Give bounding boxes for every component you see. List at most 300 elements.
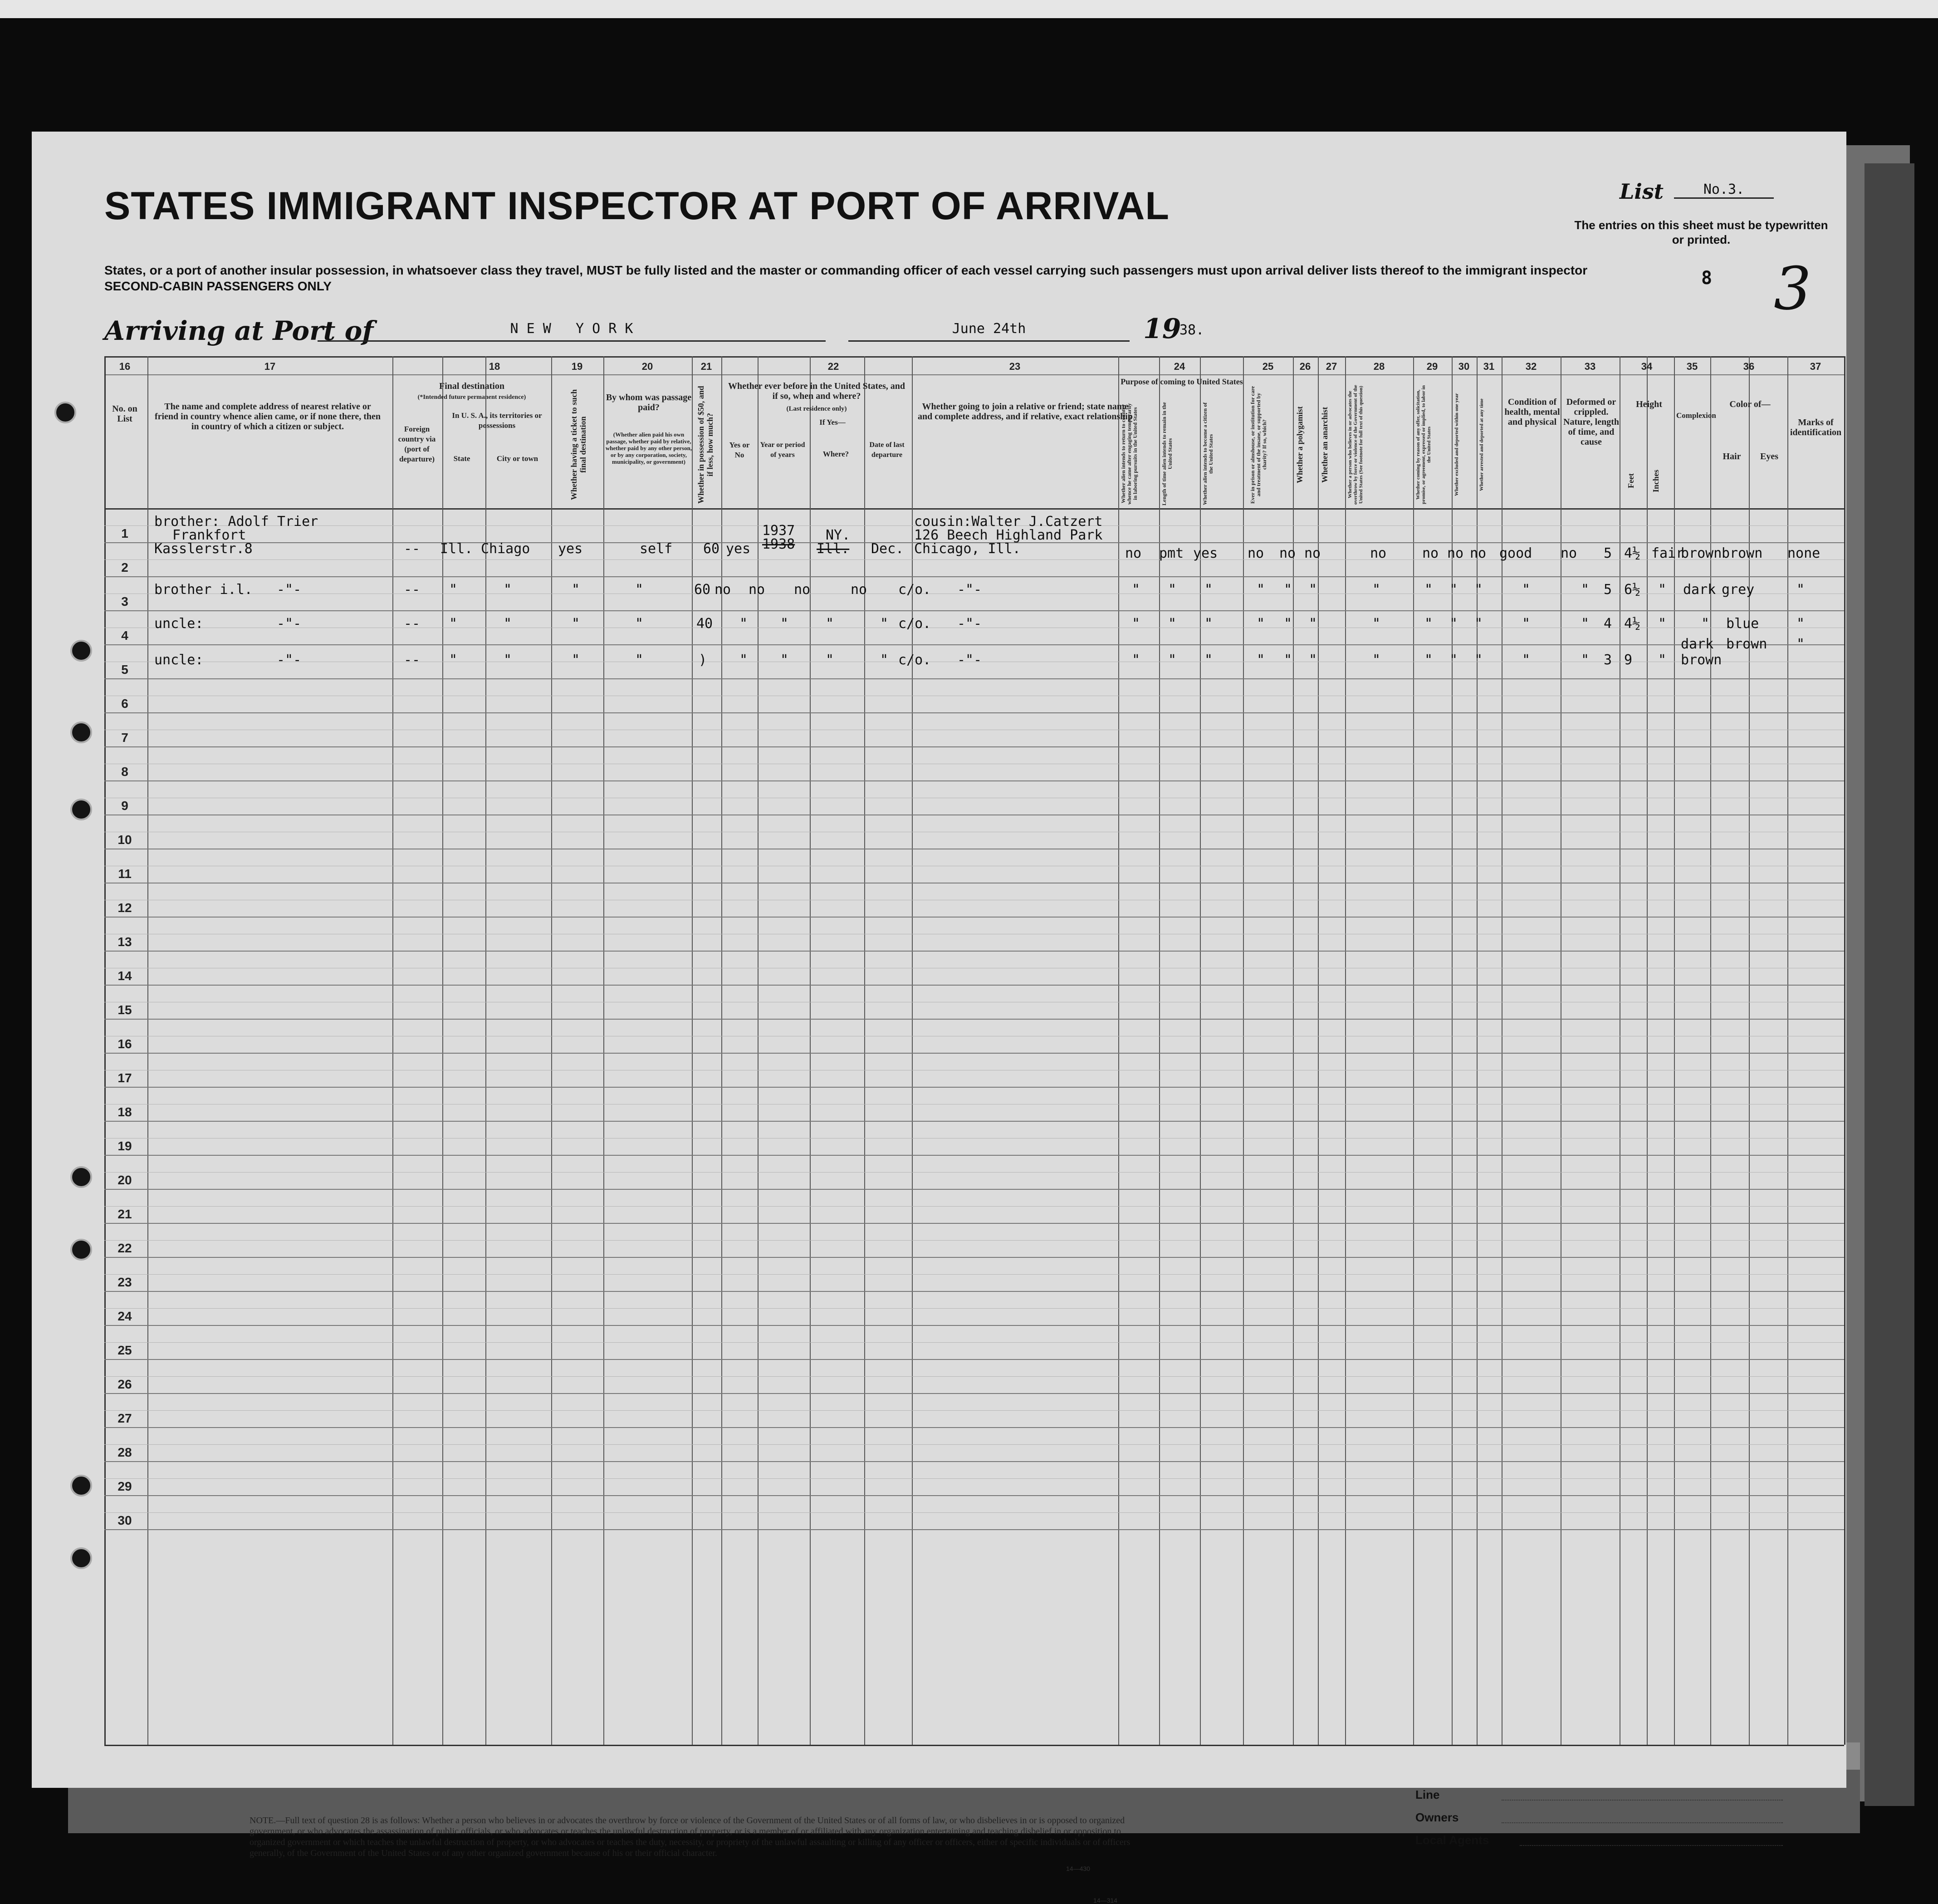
ditto-mark: " <box>1449 616 1458 632</box>
binding-hole <box>70 1475 92 1497</box>
row2-before: no <box>715 582 731 598</box>
column-line <box>1413 356 1414 1745</box>
binding-hole <box>70 721 92 743</box>
hdr-color-of: Color of— <box>1729 399 1771 409</box>
handwritten-number: 3 <box>1774 254 1811 323</box>
column-number: 37 <box>1810 361 1821 372</box>
row-number: 10 <box>117 833 132 847</box>
row3-joining-ditto: -"- <box>957 616 982 632</box>
column-line <box>551 356 552 1745</box>
column-number: 34 <box>1641 361 1653 372</box>
sheet-number: 8 <box>1701 268 1713 289</box>
row-line <box>104 1393 1844 1394</box>
row2-foreign: -- <box>404 582 421 598</box>
footnote-q28: NOTE.—Full text of question 28 is as follows: Whether a person who believes in or advocates the overthrow by force or violence of the Government of the United States or of all forms of law, or who disbelieves in or is opposed to organized government, or who advocates the assassination of public officials, or who advocates or teaches the unlawful destruction of property, or is a member of or affiliated with any organization entertaining and teaching disbelief in or opposition to organized government or which teaches the unlawful destruction of property, or who advocates or teaches the duty, necessity, or propriety of the unlawful assaulting or killing of any officer or officers, either of specific individuals or of officers generally, of the Government of the United States or of any other organized government because of his or their official character. <box>250 1816 1130 1858</box>
column-line <box>1844 356 1845 1745</box>
row2-where: no <box>794 582 811 598</box>
column-number: 25 <box>1262 361 1274 372</box>
row1-departure: Dec. <box>871 541 904 557</box>
hdr-polygamist: Whether a polygamist <box>1295 406 1304 483</box>
column-number: 22 <box>827 361 839 372</box>
row-subline <box>104 1444 1844 1445</box>
column-number: 29 <box>1426 361 1438 372</box>
form-subtitle: States, or a port of another insular possession, in whatsoever class they travel, MUST be fully listed and the master or commanding officer of each vessel carrying such passengers must upon arrival deliver lists thereof to the immigrant inspector <box>104 263 1588 277</box>
ditto-mark: " <box>1257 616 1265 632</box>
ditto-mark: " <box>1522 652 1531 668</box>
row1-eyes: brown <box>1722 545 1763 561</box>
ditto-mark: " <box>826 616 834 632</box>
column-line <box>810 356 811 1745</box>
ditto-mark: " <box>1168 652 1177 668</box>
row3-eyes: blue <box>1726 616 1759 632</box>
ditto-mark: " <box>826 652 834 668</box>
ditto-mark: " <box>880 616 889 632</box>
row-line <box>104 746 1844 747</box>
row1-city: Chiago <box>481 541 530 557</box>
local-agents-rule <box>1520 1833 1783 1846</box>
hdr-final-destination: Final destination <box>439 381 504 391</box>
row4-complexion: " <box>1658 652 1667 668</box>
row-line <box>104 1257 1844 1258</box>
row-subline <box>104 1410 1844 1411</box>
row-line <box>104 1461 1844 1462</box>
row-number: 3 <box>121 594 128 608</box>
column-number: 31 <box>1483 361 1495 372</box>
column-line <box>1674 356 1675 1745</box>
row1-relative-line1: brother: Adolf Trier <box>154 514 318 530</box>
table-border <box>104 356 1844 358</box>
row-number: 2 <box>121 560 128 574</box>
list-number: No.3. <box>1674 182 1774 199</box>
row-line <box>104 1189 1844 1190</box>
column-number: 30 <box>1458 361 1470 372</box>
row-number: 19 <box>117 1139 132 1153</box>
row-number: 17 <box>117 1071 132 1085</box>
binding-hole <box>54 402 76 423</box>
binding-hole <box>70 640 92 662</box>
ditto-mark: " <box>1474 582 1483 598</box>
ditto-mark: " <box>1284 652 1292 668</box>
column-line <box>485 356 486 1745</box>
column-number: 16 <box>119 361 131 372</box>
column-number: 18 <box>489 361 500 372</box>
hdr-year-period: Year or period of years <box>760 441 805 459</box>
row3-paid: " <box>635 616 644 632</box>
ditto-mark: " <box>1372 582 1381 598</box>
ditto-mark: " <box>1424 616 1433 632</box>
row2-joining-ditto: -"- <box>957 582 982 598</box>
row2-money: 60 <box>694 582 711 598</box>
hdr-q30: Whether excluded and deported within one year <box>1454 393 1459 496</box>
table-rule <box>104 374 1844 375</box>
row-line <box>104 1495 1844 1496</box>
ditto-mark: " <box>1424 582 1433 598</box>
row-line <box>104 951 1844 952</box>
row-number: 12 <box>117 901 132 915</box>
row-number: 1 <box>121 526 128 540</box>
row-number: 27 <box>117 1411 132 1425</box>
row4-marks: " <box>1796 636 1805 652</box>
hdr-purpose-a: Whether alien intends to return to country whence he came after engaging temporarily in laboring pursuits in the United States <box>1120 403 1138 505</box>
row-number: 22 <box>117 1241 132 1255</box>
hdr-inches: Inches <box>1651 470 1660 493</box>
row2-ditto: -"- <box>277 582 302 598</box>
row-line <box>104 985 1844 986</box>
hdr-foreign-country: Foreign country via (port of departure) <box>398 425 436 463</box>
row1-ticket: yes <box>558 541 583 557</box>
row1-paid: self <box>640 541 673 557</box>
owners-rule <box>1502 1811 1783 1823</box>
row4-inches: 9 <box>1624 652 1633 668</box>
column-line <box>692 356 693 1745</box>
row-subline <box>104 559 1844 560</box>
row-subline <box>104 1478 1844 1479</box>
row1-c24a: no <box>1125 545 1142 561</box>
ditto-mark: " <box>1257 652 1265 668</box>
row3-city: " <box>504 616 512 632</box>
column-number: 33 <box>1584 361 1596 372</box>
ditto-mark: " <box>1257 582 1265 598</box>
row-line <box>104 1155 1844 1156</box>
row-number: 5 <box>121 662 128 677</box>
row4-ticket: " <box>572 652 580 668</box>
row2-city: " <box>504 582 512 598</box>
scanner-top-band <box>0 0 1938 18</box>
column-number: 23 <box>1009 361 1021 372</box>
owners-label: Owners <box>1415 1811 1459 1824</box>
row-line <box>104 712 1844 713</box>
row-line <box>104 610 1844 611</box>
column-number: 24 <box>1174 361 1185 372</box>
row3-money: 40 <box>696 616 713 632</box>
column-line <box>1749 356 1750 1745</box>
column-line <box>1243 356 1244 1745</box>
column-line <box>1159 356 1160 1745</box>
row1-foreign: -- <box>404 541 421 557</box>
form-class-note: SECOND-CABIN PASSENGERS ONLY <box>104 279 332 293</box>
year-prefix: 19 <box>1143 313 1181 345</box>
row1-marks: none <box>1787 545 1821 561</box>
local-agents-label: Local Agents <box>1415 1833 1489 1847</box>
hdr-before-sub: (Last residence only) <box>786 405 847 412</box>
row3-ticket: " <box>572 616 580 632</box>
binding-hole <box>70 1166 92 1188</box>
row1-complexion: fair <box>1651 545 1684 561</box>
row4-eyes: brown <box>1726 636 1767 652</box>
form-code-2: 14—314 <box>1093 1897 1117 1904</box>
hdr-usa: In U. S. A., its territories or possessions <box>452 411 542 430</box>
hdr-deformed: Deformed or crippled. Nature, length of time, and cause <box>1563 397 1619 447</box>
row4-city: " <box>504 652 512 668</box>
row3-state: " <box>449 616 458 632</box>
binding-hole <box>70 799 92 820</box>
row-line <box>104 1087 1844 1088</box>
column-line <box>864 356 865 1745</box>
ditto-mark: " <box>1204 582 1213 598</box>
row1-feet: 5 <box>1604 545 1612 561</box>
row1-joining-line3: Chicago, Ill. <box>914 541 1021 557</box>
manifest-sheet <box>32 132 1846 1904</box>
hdr-health: Condition of health, mental and physical <box>1504 397 1560 427</box>
row1-c28: no <box>1370 545 1387 561</box>
ditto-mark: " <box>1132 582 1140 598</box>
ditto-mark: " <box>1168 616 1177 632</box>
row2-eyes: grey <box>1722 582 1755 598</box>
ditto-mark: " <box>1309 616 1317 632</box>
entries-note: The entries on this sheet must be typewritten or printed. <box>1574 218 1828 246</box>
row-number: 4 <box>121 628 128 643</box>
hdr-prison: Ever in prison or almshouse, or institution for care and treatment of the insane, or supported by charity? If so, which? <box>1249 386 1268 504</box>
column-line <box>1200 356 1201 1745</box>
row-line <box>104 1291 1844 1292</box>
row-line <box>104 678 1844 679</box>
row4-money: ) <box>699 652 707 668</box>
ditto-mark: " <box>780 652 789 668</box>
hdr-possession-50: Whether in possession of $50, and if less, how much? <box>696 386 715 504</box>
row-subline <box>104 1342 1844 1343</box>
column-number: 21 <box>700 361 712 372</box>
ditto-mark: " <box>1372 652 1381 668</box>
row3-relative: uncle: <box>154 616 204 632</box>
hdr-q28: Whether a person who believes in or advocates the overthrow by force or violence of the Government of the United States (See footnote for full text of this question) <box>1347 385 1364 505</box>
row1-health: good <box>1499 545 1532 561</box>
row2-year: no <box>749 582 765 598</box>
hdr-hair: Hair <box>1723 451 1741 461</box>
column-line <box>1787 356 1788 1745</box>
ditto-mark: " <box>1522 582 1531 598</box>
hdr-purpose: Purpose of coming to United States <box>1121 377 1243 386</box>
year-suffix: 38. <box>1179 322 1204 338</box>
row-number: 26 <box>117 1377 132 1391</box>
row1-money: 60 <box>703 541 720 557</box>
row2-ticket: " <box>572 582 580 598</box>
row-subline <box>104 1308 1844 1309</box>
row-line <box>104 1223 1844 1224</box>
row1-c31: no <box>1470 545 1487 561</box>
row1-deformed: no <box>1561 545 1577 561</box>
row4-joining-ditto: -"- <box>957 652 982 668</box>
ditto-mark: " <box>1284 616 1292 632</box>
row1-c24c: yes <box>1193 545 1218 561</box>
ditto-mark: " <box>1424 652 1433 668</box>
hdr-yes-no: Yes or No <box>729 441 750 459</box>
ditto-mark: " <box>880 652 889 668</box>
row3-feet: 4 <box>1604 616 1612 632</box>
row-line <box>104 644 1844 645</box>
ditto-mark: " <box>1309 652 1317 668</box>
ditto-mark: " <box>739 652 748 668</box>
ditto-mark: " <box>1168 582 1177 598</box>
line-rule <box>1502 1788 1783 1801</box>
ditto-mark: " <box>1132 652 1140 668</box>
row4-ditto: -"- <box>277 652 302 668</box>
ditto-mark: " <box>1372 616 1381 632</box>
row1-c26: no <box>1279 545 1296 561</box>
row-number: 30 <box>117 1513 132 1527</box>
row4-joining: c/o. <box>898 652 931 668</box>
column-line <box>912 356 913 1745</box>
row-number: 6 <box>121 697 128 711</box>
row2-complexion: " <box>1658 582 1667 598</box>
hdr-complexion: Complexion <box>1676 411 1716 420</box>
column-line <box>392 356 393 1745</box>
row1-before: yes <box>726 541 751 557</box>
column-number: 36 <box>1743 361 1755 372</box>
row2-feet: 5 <box>1604 582 1612 598</box>
ditto-mark: " <box>1581 616 1590 632</box>
column-line <box>1647 356 1648 1745</box>
ditto-mark: " <box>1204 652 1213 668</box>
list-label: List <box>1620 179 1664 204</box>
row1-inches: 4½ <box>1624 545 1641 561</box>
row-line <box>104 1121 1844 1122</box>
row2-departure: no <box>851 582 867 598</box>
row-number: 14 <box>117 969 132 983</box>
row-number: 24 <box>117 1309 132 1323</box>
column-line <box>1293 356 1294 1745</box>
row1-c29: no <box>1422 545 1439 561</box>
hdr-q29: Whether coming by reason of any offer, solicitation, promise, or agreement, expressed or implied, to labor in the United States <box>1415 385 1432 504</box>
hdr-final-destination-sub: (*Intended future permanent residence) <box>417 394 526 401</box>
row1-where2-struck: Ill. <box>817 541 850 557</box>
hdr-before-in-us: Whether ever before in the United States, and if so, when and where? <box>728 381 905 401</box>
ditto-mark: " <box>1581 652 1590 668</box>
hdr-ticket: Whether having a ticket to such final destination <box>569 389 587 501</box>
row-number: 29 <box>117 1479 132 1493</box>
row1-joining-line1: cousin:Walter J.Catzert <box>914 514 1103 530</box>
port-field: N E W Y O R K <box>318 318 826 342</box>
column-number: 35 <box>1686 361 1698 372</box>
row2-joining: c/o. <box>898 582 931 598</box>
row-number: 9 <box>121 799 128 813</box>
row1-hair: brown <box>1681 545 1722 561</box>
row-number: 16 <box>117 1037 132 1051</box>
row-number: 18 <box>117 1105 132 1119</box>
row-number: 25 <box>117 1343 132 1357</box>
hdr-passage-paid-sub: (Whether alien paid his own passage, whether paid by relative, whether paid by any other person, or by any corporation, society, municipality, or government) <box>605 431 692 465</box>
form-title: STATES IMMIGRANT INSPECTOR AT PORT OF ARRIVAL <box>104 184 1170 228</box>
ditto-mark: " <box>1474 652 1483 668</box>
row3-ditto: -"- <box>277 616 302 632</box>
row1-year1: 1937 <box>762 523 795 539</box>
ditto-mark: " <box>780 616 789 632</box>
ditto-mark: " <box>739 616 748 632</box>
row1-where1: NY. <box>826 527 851 543</box>
row-number: 28 <box>117 1445 132 1459</box>
binding-hole <box>70 1239 92 1261</box>
column-number: 27 <box>1326 361 1337 372</box>
hdr-q31: Whether arrested and deported at any time <box>1479 398 1484 491</box>
row-number: 21 <box>117 1207 132 1221</box>
row2-state: " <box>449 582 458 598</box>
column-line <box>758 356 759 1745</box>
hdr-where: Where? <box>822 450 849 458</box>
row-line <box>104 1427 1844 1428</box>
ditto-mark: " <box>1449 652 1458 668</box>
hdr-purpose-b: Length of time alien intends to remain in the United States <box>1161 402 1173 505</box>
column-line <box>1710 356 1711 1745</box>
row-line <box>104 1359 1844 1360</box>
column-line <box>442 356 443 1745</box>
column-line <box>147 356 148 1745</box>
hdr-height: Height <box>1636 399 1662 409</box>
arriving-label: Arriving at Port of <box>104 315 374 346</box>
row-line <box>104 576 1844 577</box>
row-subline <box>104 1240 1844 1241</box>
date-field: June 24th <box>848 318 1130 342</box>
ditto-mark: " <box>1309 582 1317 598</box>
row2-inches: 6½ <box>1624 582 1641 598</box>
column-number: 19 <box>571 361 583 372</box>
row4-hair-line2: brown <box>1681 652 1722 668</box>
row3-marks: " <box>1796 616 1805 632</box>
ditto-mark: " <box>1474 616 1483 632</box>
table-border <box>104 1745 1844 1746</box>
row-number: 13 <box>117 935 132 949</box>
column-line <box>721 356 722 1745</box>
row4-relative: uncle: <box>154 652 204 668</box>
passenger-table <box>104 356 1844 1745</box>
page-stack-edge-dark <box>1865 163 1914 1806</box>
row2-paid: " <box>635 582 644 598</box>
hdr-joining-relative: Whether going to join a relative or friend; state name and complete address, and if relative, exact relationship <box>918 402 1133 422</box>
ditto-mark: " <box>1284 582 1292 598</box>
hdr-if-yes: If Yes— <box>819 418 846 427</box>
form-code: 14—430 <box>1066 1865 1090 1872</box>
row1-c30: no <box>1447 545 1464 561</box>
hdr-city: City or town <box>496 454 538 463</box>
row3-hair: " <box>1701 616 1710 632</box>
row-line <box>104 1529 1844 1530</box>
hdr-last-departure: Date of last departure <box>869 441 905 459</box>
table-rule <box>104 508 1844 510</box>
hdr-purpose-c: Whether alien intends to become a citizen of the United States <box>1202 402 1214 505</box>
row1-c27: no <box>1304 545 1321 561</box>
hdr-feet: Feet <box>1626 473 1635 489</box>
row1-state: Ill. <box>440 541 473 557</box>
row-line <box>104 780 1844 781</box>
row-number: 11 <box>118 867 132 881</box>
row-subline <box>104 1172 1844 1173</box>
row4-paid: " <box>635 652 644 668</box>
ditto-mark: " <box>1449 582 1458 598</box>
hdr-marks: Marks of identification <box>1790 417 1842 437</box>
column-number: 28 <box>1373 361 1385 372</box>
row1-c24b: pmt <box>1159 545 1184 561</box>
row4-foreign: -- <box>404 652 421 668</box>
column-line <box>1318 356 1319 1745</box>
hdr-anarchist: Whether an anarchist <box>1320 407 1329 483</box>
column-number: 26 <box>1299 361 1311 372</box>
row-line <box>104 1053 1844 1054</box>
column-line <box>1452 356 1453 1745</box>
row-number: 23 <box>117 1275 132 1289</box>
row1-joining-line2: 126 Beech Highland Park <box>914 527 1103 543</box>
row-line <box>104 1019 1844 1020</box>
row-subline <box>104 1206 1844 1207</box>
row-subline <box>104 1376 1844 1377</box>
line-label: Line <box>1415 1788 1440 1801</box>
binding-hole <box>70 1547 92 1569</box>
row3-foreign: -- <box>404 616 421 632</box>
row4-hair-line1: dark <box>1681 636 1714 652</box>
column-line <box>1477 356 1478 1745</box>
row-number: 8 <box>121 765 128 779</box>
row-subline <box>104 1512 1844 1513</box>
row-number: 20 <box>117 1173 132 1187</box>
row-line <box>104 1325 1844 1326</box>
row-subline <box>104 1274 1844 1275</box>
